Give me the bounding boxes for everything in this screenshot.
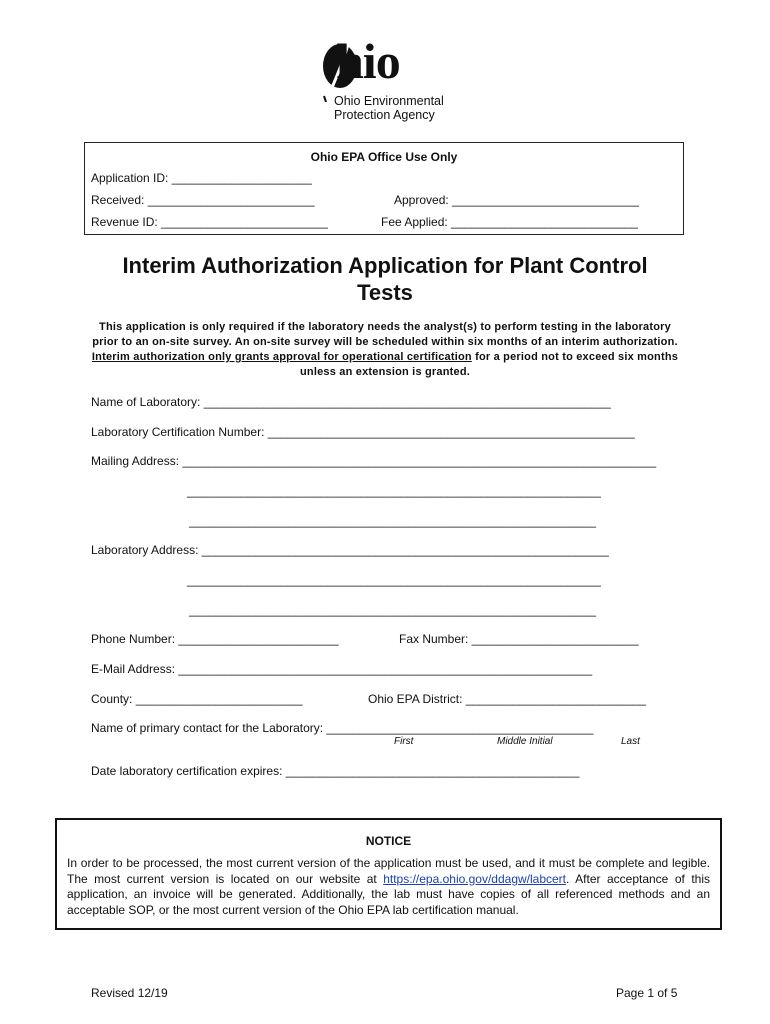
mailing-address-line-3[interactable]: _____________________________________________________________: [189, 514, 597, 528]
lab-cert-number-field[interactable]: Laboratory Certification Number: _______________________________________________________: [91, 425, 635, 439]
lab-address-line-3[interactable]: _____________________________________________________________: [189, 603, 597, 617]
middle-initial-label: Middle Initial: [497, 736, 553, 747]
fee-applied-field[interactable]: Fee Applied: ____________________________: [381, 215, 638, 229]
intro-text-2: for a period not to exceed six months unless an extension is granted.: [299, 351, 679, 378]
revised-date: Revised 12/19: [91, 986, 168, 1000]
notice-body: [67, 856, 710, 918]
notice-text-2: . After acceptance of this application, an invoice will be generated. Additionally, the lab must have copies of all referenced methods and an acceptable SOP, or the most current version of the Ohio EPA lab certification manual.: [67, 871, 710, 917]
lab-name-field[interactable]: Name of Laboratory: _____________________________________________________________: [91, 395, 611, 409]
application-id-field[interactable]: Application ID: _____________________: [91, 171, 312, 185]
cert-expiry-field[interactable]: Date laboratory certification expires: ____________________________________________: [91, 764, 580, 778]
mailing-address-line-2[interactable]: ______________________________________________________________: [187, 484, 601, 498]
notice-title: NOTICE: [365, 834, 412, 848]
revenue-id-field[interactable]: Revenue ID: _________________________: [91, 215, 328, 229]
lab-address-line-2[interactable]: ______________________________________________________________: [187, 573, 601, 587]
intro-underlined: Interim authorization only grants approval for operational certification: [91, 351, 472, 363]
primary-contact-field[interactable]: Name of primary contact for the Laboratory: ________________________________________: [91, 721, 594, 735]
office-use-title: Ohio EPA Office Use Only: [310, 150, 458, 164]
logo-wordmark: hio: [336, 33, 400, 89]
title-line-2: Tests: [357, 280, 413, 305]
logo-line-2: Protection Agency: [334, 108, 435, 122]
first-name-label: First: [394, 736, 414, 747]
ohio-epa-logo: [318, 33, 458, 124]
last-name-label: Last: [621, 736, 640, 747]
email-field[interactable]: E-Mail Address: ______________________________________________________________: [91, 662, 593, 676]
title-line-1: Interim Authorization Application for Plant Control: [122, 253, 648, 278]
received-field[interactable]: Received: _________________________: [91, 193, 315, 207]
page-number: Page 1 of 5: [616, 986, 678, 1000]
logo-line-1: Ohio Environmental: [334, 94, 444, 108]
mailing-address-field[interactable]: Mailing Address: _______________________________________________________________________: [91, 454, 657, 468]
office-use-box: [84, 142, 684, 235]
intro-paragraph: [86, 320, 684, 380]
notice-text-1: In order to be processed, the most current version of the application must be used, and it must be complete and legible. The most current version is located on our website at: [67, 856, 710, 886]
fax-number-field[interactable]: Fax Number: _________________________: [399, 632, 639, 646]
notice-box: [55, 818, 722, 930]
approved-field[interactable]: Approved: ____________________________: [394, 193, 639, 207]
page-title: [60, 252, 710, 306]
district-field[interactable]: Ohio EPA District: ___________________________: [368, 692, 646, 706]
county-field[interactable]: County: _________________________: [91, 692, 303, 706]
labcert-link[interactable]: https://epa.ohio.gov/ddagw/labcert: [383, 871, 567, 886]
phone-number-field[interactable]: Phone Number: ________________________: [91, 632, 339, 646]
lab-address-field[interactable]: Laboratory Address: _____________________________________________________________: [91, 543, 609, 557]
intro-text-1: This application is only required if the laboratory needs the analyst(s) to perform testing in the laboratory prior to an on-site survey. An on-site survey will be scheduled within six months of an interim authorization.: [92, 321, 678, 348]
